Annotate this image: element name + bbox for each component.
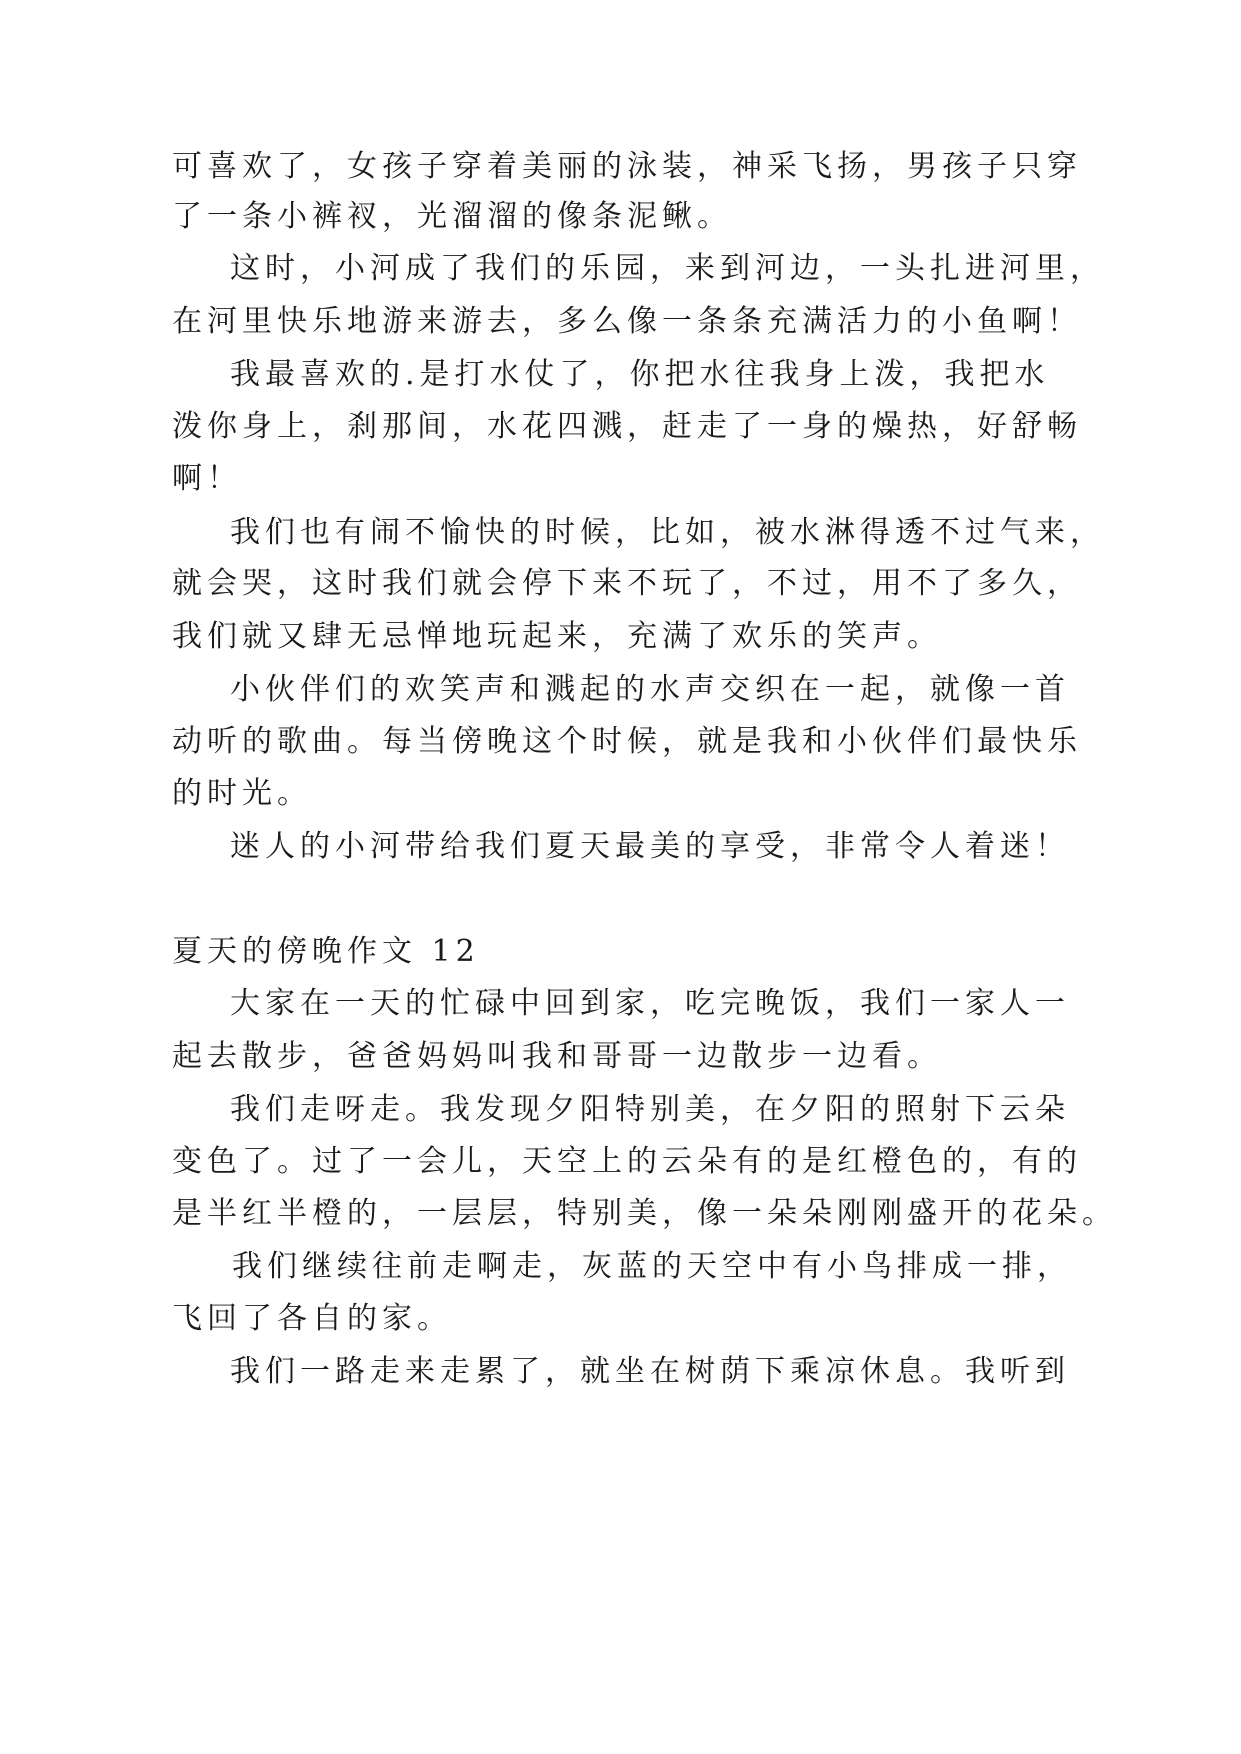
text-line: 我们也有闹不愉快的时候，比如，被水淋得透不过气来，: [230, 515, 1105, 550]
text-line: 了一条小裤衩，光溜溜的像条泥鳅。: [172, 199, 732, 234]
text-line: 这时，小河成了我们的乐园，来到河边，一头扎进河里，: [230, 251, 1105, 286]
text-line: 在河里快乐地游来游去，多么像一条条充满活力的小鱼啊！: [172, 304, 1082, 339]
section-heading: 夏天的傍晚作文 12: [172, 934, 480, 969]
text-line: 小伙伴们的欢笑声和溅起的水声交织在一起，就像一首: [230, 672, 1070, 707]
text-line: 飞回了各自的家。: [172, 1301, 452, 1336]
text-line: 我们继续往前走啊走，灰蓝的天空中有小鸟排成一排，: [232, 1249, 1072, 1284]
text-line: 我们一路走来走累了，就坐在树荫下乘凉休息。我听到: [230, 1354, 1070, 1389]
text-line: 我最喜欢的.是打水仗了，你把水往我身上泼，我把水: [230, 357, 1050, 392]
text-line: 泼你身上，刹那间，水花四溅，赶走了一身的燥热，好舒畅: [172, 409, 1082, 444]
text-line: 大家在一天的忙碌中回到家，吃完晚饭，我们一家人一: [230, 986, 1070, 1021]
text-line: 是半红半橙的，一层层，特别美，像一朵朵刚刚盛开的花朵。: [172, 1196, 1117, 1231]
text-line: 变色了。过了一会儿，天空上的云朵有的是红橙色的，有的: [172, 1144, 1082, 1179]
text-line: 迷人的小河带给我们夏天最美的享受，非常令人着迷！: [230, 829, 1070, 864]
text-line: 的时光。: [172, 776, 312, 811]
text-line: 我们就又肆无忌惮地玩起来，充满了欢乐的笑声。: [172, 619, 942, 654]
text-line: 起去散步，爸爸妈妈叫我和哥哥一边散步一边看。: [172, 1039, 942, 1074]
text-line: 我们走呀走。我发现夕阳特别美，在夕阳的照射下云朵: [230, 1092, 1070, 1127]
text-line: 啊！: [172, 461, 242, 496]
text-line: 可喜欢了，女孩子穿着美丽的泳装，神采飞扬，男孩子只穿: [172, 149, 1082, 184]
text-line: 动听的歌曲。每当傍晚这个时候，就是我和小伙伴们最快乐: [172, 724, 1082, 759]
text-line: 就会哭，这时我们就会停下来不玩了，不过，用不了多久，: [172, 566, 1082, 601]
